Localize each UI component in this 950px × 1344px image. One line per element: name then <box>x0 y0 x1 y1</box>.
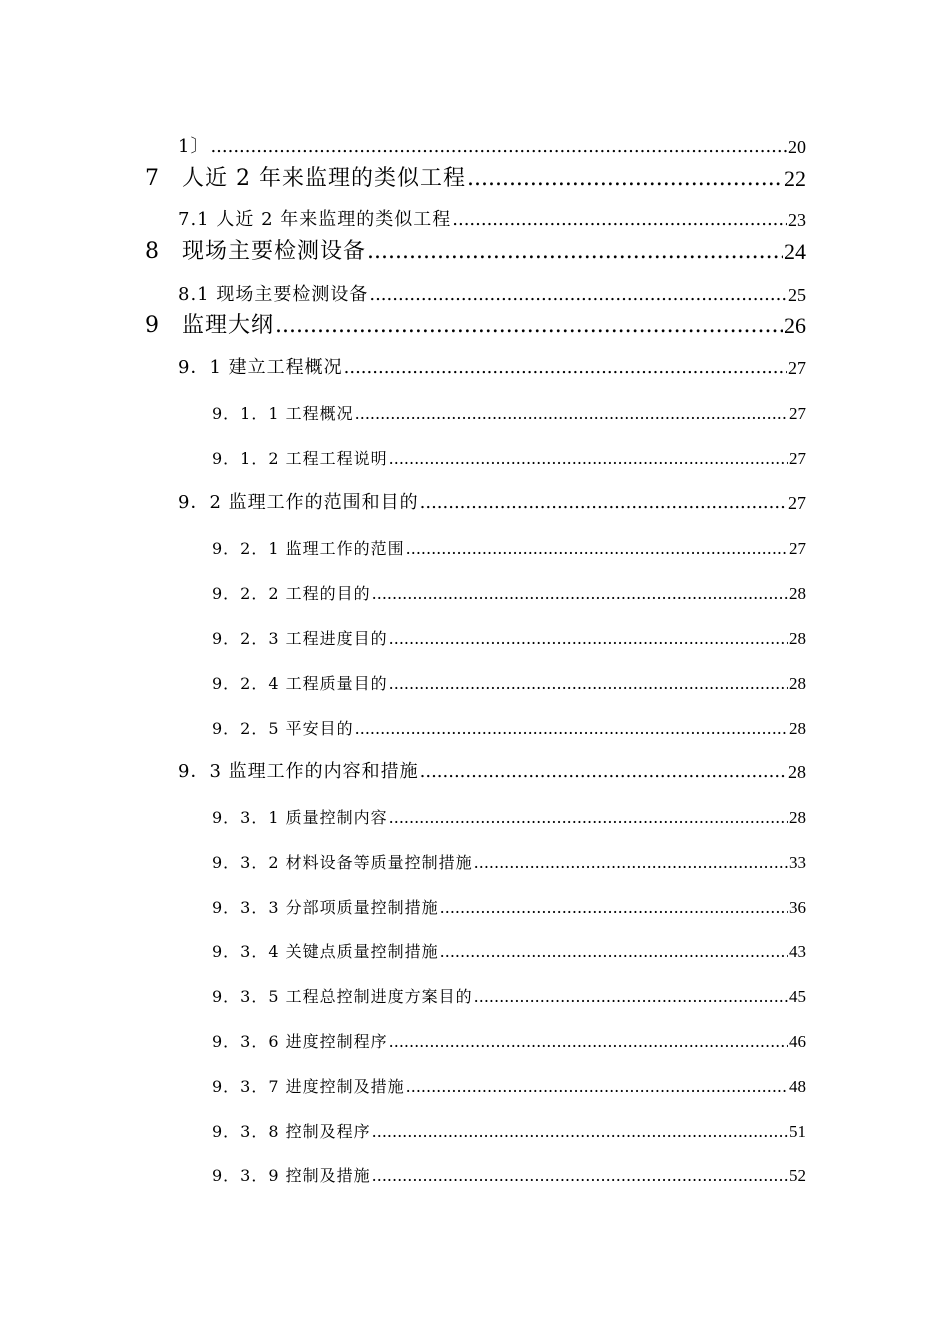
dot-leader <box>372 586 788 602</box>
toc-entry[interactable] <box>0 707 950 737</box>
toc-page-number: 27 <box>789 449 806 468</box>
toc-entry[interactable] <box>0 527 950 557</box>
dot-leader <box>440 944 788 960</box>
toc-title: 9．1．1 工程概况 <box>212 404 354 423</box>
dot-leader <box>440 900 788 916</box>
dot-leader <box>389 451 788 467</box>
toc-entry[interactable] <box>0 437 950 467</box>
toc-title: 9．3．3 分部项质量控制措施 <box>212 898 439 917</box>
toc-title: 9．3．9 控制及措施 <box>212 1166 371 1185</box>
toc-line <box>212 899 806 916</box>
toc-entry[interactable] <box>0 482 950 512</box>
toc-line <box>212 988 806 1005</box>
dot-leader <box>389 676 788 692</box>
toc-title: 9．2 监理工作的范围和目的 <box>178 492 419 513</box>
dot-leader <box>420 494 787 512</box>
toc-page-number: 48 <box>789 1077 806 1096</box>
toc-line <box>212 675 806 692</box>
toc-page-number: 22 <box>784 166 806 191</box>
toc-entry[interactable] <box>0 1065 950 1095</box>
toc-entry[interactable] <box>0 274 950 304</box>
dot-leader <box>367 241 783 263</box>
toc-line <box>212 630 806 647</box>
toc-entry[interactable] <box>0 617 950 647</box>
toc-line <box>182 168 806 190</box>
toc-entry[interactable] <box>0 307 950 337</box>
toc-title: 9．2．4 工程质量目的 <box>212 674 388 693</box>
toc-line <box>212 1078 806 1095</box>
toc-title: 9．3．2 材料设备等质量控制措施 <box>212 853 473 872</box>
toc-page-number: 33 <box>789 853 806 872</box>
toc-page-number: 45 <box>789 987 806 1006</box>
toc-entry[interactable] <box>0 233 950 263</box>
toc-line <box>212 1123 806 1140</box>
toc-title: 9．3．7 进度控制及措施 <box>212 1077 405 1096</box>
toc-entry[interactable] <box>0 1110 950 1140</box>
toc-title: 9．3．6 进度控制程序 <box>212 1032 388 1051</box>
toc-title: 现场主要检测设备 <box>182 239 367 264</box>
dot-leader <box>369 286 787 304</box>
toc-entry[interactable] <box>0 199 950 229</box>
toc-page-number: 27 <box>788 493 806 513</box>
toc-title: 监理大纲 <box>182 313 275 338</box>
toc-line <box>212 585 806 602</box>
toc-line <box>212 1167 806 1184</box>
toc-page-number: 52 <box>789 1166 806 1185</box>
toc-entry[interactable] <box>0 751 950 781</box>
toc-entry[interactable] <box>0 572 950 602</box>
dot-leader <box>467 168 783 190</box>
dot-leader <box>389 631 788 647</box>
toc-page-number: 27 <box>788 358 806 378</box>
toc-page-number: 25 <box>788 285 806 305</box>
toc-page-number: 28 <box>789 719 806 738</box>
toc-page-number: 43 <box>789 942 806 961</box>
dot-leader <box>344 359 787 377</box>
dot-leader <box>389 1034 788 1050</box>
toc-title: 9．1．2 工程工程说明 <box>212 449 388 468</box>
toc-line <box>178 359 806 377</box>
toc-title: 人近 2 年来监理的类似工程 <box>182 166 466 191</box>
toc-title: 9．3．5 工程总控制进度方案目的 <box>212 987 473 1006</box>
toc-line <box>178 763 806 781</box>
toc-line <box>212 450 806 467</box>
toc-page-number: 36 <box>789 898 806 917</box>
dot-leader <box>372 1168 788 1184</box>
toc-entry[interactable] <box>0 796 950 826</box>
toc-title: 9．3．8 控制及程序 <box>212 1122 371 1141</box>
toc-entry[interactable] <box>0 392 950 422</box>
toc-entry[interactable] <box>0 160 950 190</box>
toc-line <box>212 405 806 422</box>
dot-leader <box>406 1079 788 1095</box>
dot-leader <box>389 810 788 826</box>
dot-leader <box>355 406 788 422</box>
toc-line <box>178 211 806 229</box>
toc-entry[interactable] <box>0 1020 950 1050</box>
dot-leader <box>372 1124 788 1140</box>
toc-title: 9．1 建立工程概况 <box>178 357 343 378</box>
toc-entry[interactable] <box>0 841 950 871</box>
toc-title: 9．3 监理工作的内容和措施 <box>178 761 419 782</box>
toc-page-number: 26 <box>784 313 806 338</box>
toc-line <box>212 540 806 557</box>
dot-leader <box>452 211 787 229</box>
toc-entry[interactable] <box>0 930 950 960</box>
toc-title: 9．3．4 关键点质量控制措施 <box>212 942 439 961</box>
toc-title: 7.1 人近 2 年来监理的类似工程 <box>178 209 452 230</box>
dot-leader <box>355 721 788 737</box>
toc-line <box>178 286 806 304</box>
toc-page-number: 28 <box>789 808 806 827</box>
toc-page-number: 28 <box>789 584 806 603</box>
toc-line <box>182 315 806 337</box>
chapter-number: 9 <box>145 313 160 338</box>
chapter-number: 7 <box>145 166 160 191</box>
toc-line <box>212 720 806 737</box>
toc-page-number: 23 <box>788 210 806 230</box>
toc-line <box>212 1033 806 1050</box>
toc-line <box>212 809 806 826</box>
dot-leader <box>420 763 787 781</box>
toc-page-number: 20 <box>788 137 806 157</box>
toc-page-number: 46 <box>789 1032 806 1051</box>
toc-page-number: 24 <box>784 239 806 264</box>
toc-line <box>182 241 806 263</box>
toc-line <box>178 138 806 156</box>
toc-page-number: 27 <box>789 539 806 558</box>
toc-title: 1〕 <box>178 136 210 157</box>
toc-page-number: 27 <box>789 404 806 423</box>
toc-title: 9．2．2 工程的目的 <box>212 584 371 603</box>
dot-leader <box>210 138 787 156</box>
toc-title: 9．2．3 工程进度目的 <box>212 629 388 648</box>
toc-title: 9．3．1 质量控制内容 <box>212 808 388 827</box>
toc-title: 8.1 现场主要检测设备 <box>178 284 369 305</box>
dot-leader <box>406 541 788 557</box>
toc-page-number: 51 <box>789 1122 806 1141</box>
toc-entry[interactable] <box>0 662 950 692</box>
chapter-number: 8 <box>145 239 160 264</box>
toc-line <box>178 494 806 512</box>
toc-title: 9．2．1 监理工作的范围 <box>212 539 405 558</box>
toc-entry[interactable] <box>0 126 950 156</box>
toc-entry[interactable] <box>0 886 950 916</box>
toc-page-number: 28 <box>789 674 806 693</box>
toc-entry[interactable] <box>0 347 950 377</box>
dot-leader <box>474 989 788 1005</box>
toc-page-number: 28 <box>789 629 806 648</box>
toc-entry[interactable] <box>0 975 950 1005</box>
dot-leader <box>474 855 788 871</box>
toc-line <box>212 854 806 871</box>
toc-line <box>212 943 806 960</box>
toc-page-number: 28 <box>788 762 806 782</box>
toc-title: 9．2．5 平安目的 <box>212 719 354 738</box>
toc-entry[interactable] <box>0 1154 950 1184</box>
dot-leader <box>275 315 783 337</box>
